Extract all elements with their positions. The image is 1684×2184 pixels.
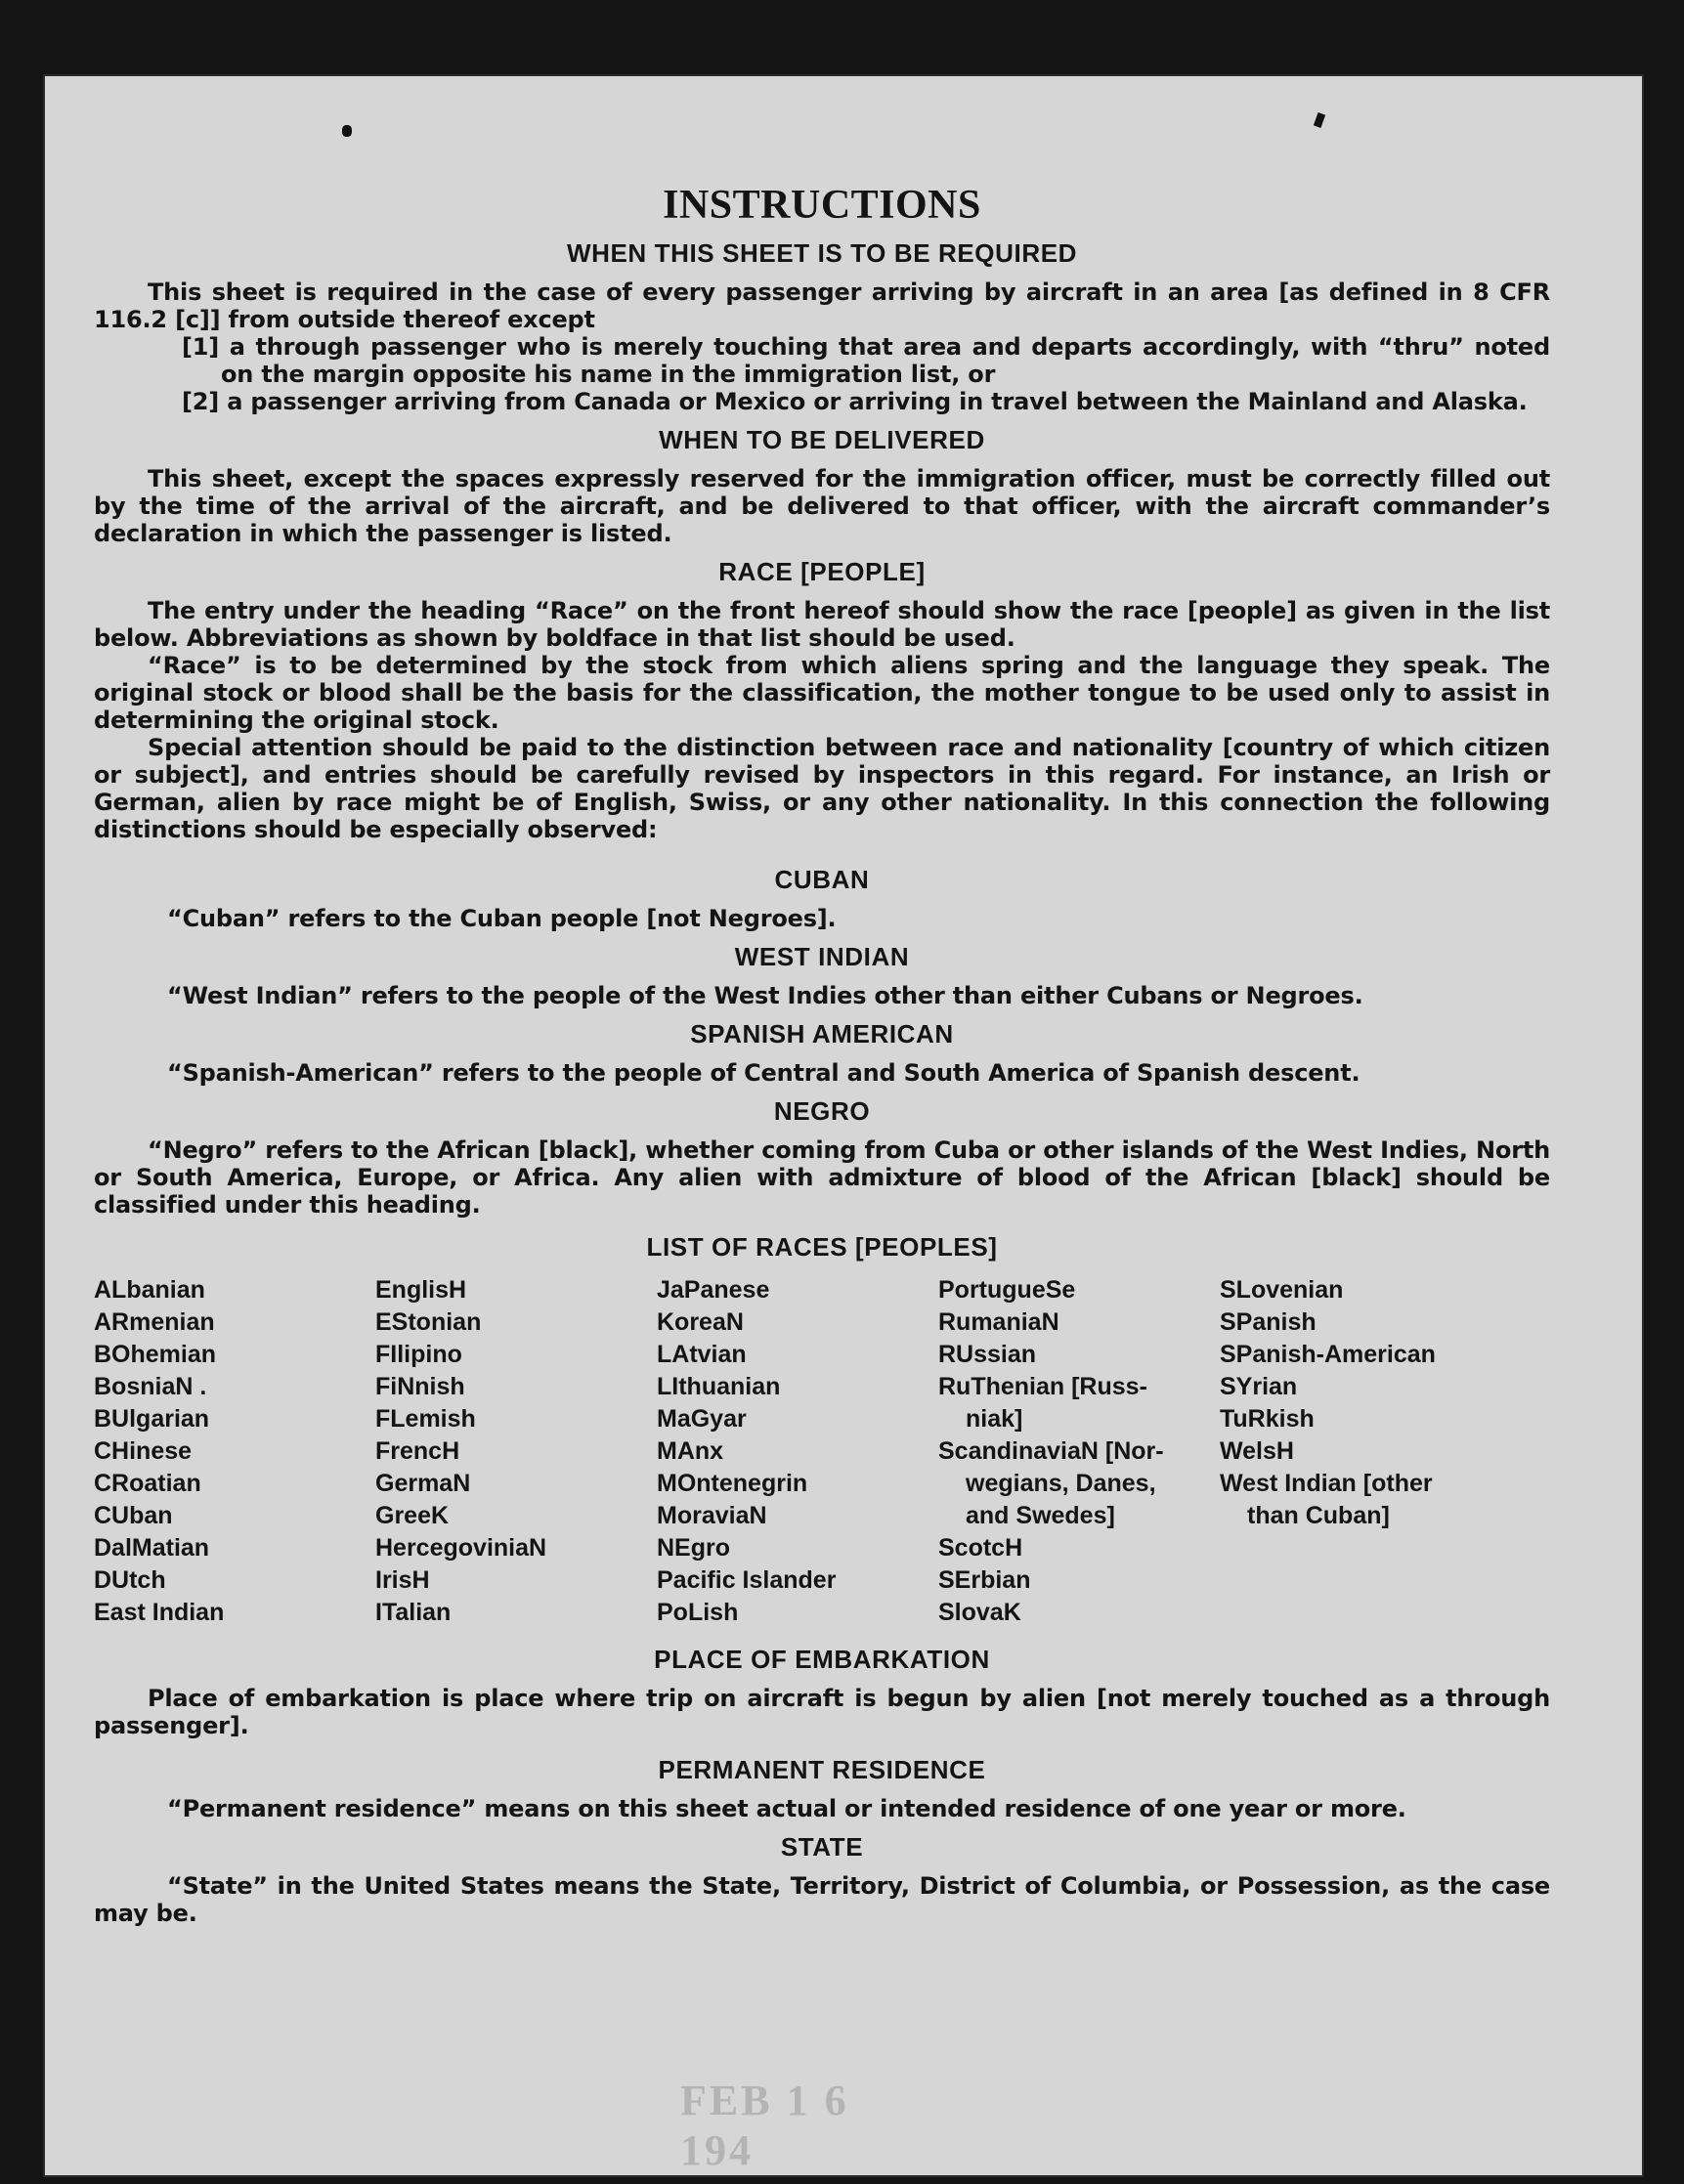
race-entry: BUlgarian <box>94 1405 210 1433</box>
section-heading-race: RACE [PEOPLE] <box>718 557 926 586</box>
date-stamp: FEB 1 6 194 <box>680 2077 849 2174</box>
cuban-definition: “Cuban” refers to the Cuban people [not Negroes]. <box>167 905 837 932</box>
race-entry: FLemish <box>375 1405 476 1433</box>
race-entry: PortugueSe <box>938 1276 1076 1304</box>
page-title: INSTRUCTIONS <box>663 183 981 228</box>
race-entry: EStonian <box>375 1308 482 1336</box>
race-paragraph-1: The entry under the heading “Race” on the front hereof should show the race [people] as given in the list below. Abbreviations as shown by boldface in that list should be used. <box>94 597 1550 652</box>
races-column-4 <box>938 1274 1220 1629</box>
race-entry: MoraviaN <box>657 1502 767 1529</box>
race-entry: LIthuanian <box>657 1373 781 1400</box>
race-entry: SYrian <box>1220 1373 1298 1400</box>
race-entry: WelsH <box>1220 1437 1294 1465</box>
race-entry: CUban <box>94 1502 173 1529</box>
race-entry: RUssian <box>938 1341 1037 1368</box>
race-entry: wegians, Danes, <box>966 1470 1156 1497</box>
race-entry: West Indian [other <box>1220 1470 1433 1497</box>
race-entry: NEgro <box>657 1534 730 1562</box>
race-entry: DalMatian <box>94 1534 210 1562</box>
race-entry: GreeK <box>375 1502 450 1529</box>
spanish-american-definition: “Spanish-American” refers to the people of Central and South America of Spanish descent. <box>167 1059 1360 1087</box>
section-heading-embarkation: PLACE OF EMBARKATION <box>654 1645 990 1674</box>
section-heading-west-indian: WEST INDIAN <box>734 942 910 971</box>
race-entry: niak] <box>966 1405 1023 1433</box>
race-entry: FrencH <box>375 1437 460 1465</box>
race-entry: DUtch <box>94 1566 166 1594</box>
race-entry: FiNnish <box>375 1373 465 1400</box>
race-entry: CRoatian <box>94 1470 201 1497</box>
embarkation-definition: Place of embarkation is place where trip on aircraft is begun by alien [not merely touched as a through passenger]. <box>94 1685 1550 1739</box>
race-entry: and Swedes] <box>966 1502 1115 1529</box>
race-entry: TuRkish <box>1220 1405 1315 1433</box>
residence-definition: “Permanent residence” means on this sheet actual or intended residence of one year or more. <box>167 1795 1406 1822</box>
delivered-paragraph: This sheet, except the spaces expressly reserved for the immigration officer, must be correctly filled out by the time of the arrival of the aircraft, and be delivered to that officer, with the aircraft commander’s declaration in which the passenger is listed. <box>94 465 1550 547</box>
races-column-2 <box>375 1274 657 1629</box>
state-definition: “State” in the United States means the State, Territory, District of Columbia, or Possession, as the case may be. <box>94 1872 1550 1927</box>
race-entry: ALbanian <box>94 1276 205 1304</box>
race-entry: EnglisH <box>375 1276 467 1304</box>
instructions-content <box>94 98 1550 1927</box>
race-entry: East Indian <box>94 1599 225 1626</box>
race-entry: KoreaN <box>657 1308 744 1336</box>
race-entry: than Cuban] <box>1247 1502 1390 1529</box>
race-entry: MOntenegrin <box>657 1470 808 1497</box>
race-entry: SlovaK <box>938 1599 1021 1626</box>
section-heading-residence: PERMANENT RESIDENCE <box>658 1755 986 1784</box>
race-entry: PoLish <box>657 1599 739 1626</box>
race-paragraph-2: “Race” is to be determined by the stock from which aliens spring and the language they speak. The original stock or blood shall be the basis for the classification, the mother tongue to be used only to assist in determining the original stock. <box>94 652 1550 734</box>
race-entry: BosniaN . <box>94 1373 207 1400</box>
races-column-1 <box>94 1274 375 1629</box>
section-heading-state: STATE <box>780 1832 864 1862</box>
race-entry: Pacific Islander <box>657 1566 837 1594</box>
races-column-5 <box>1220 1274 1513 1629</box>
required-paragraph: This sheet is required in the case of every passenger arriving by aircraft in an area [as defined in 8 CFR 116.2 [c]] from outside thereof except <box>94 278 1550 333</box>
race-entry: SPanish <box>1220 1308 1317 1336</box>
negro-definition: “Negro” refers to the African [black], whether coming from Cuba or other islands of the West Indies, North or South America, Europe, or Africa. Any alien with admixture of blood of the African [black] should be classified under this heading. <box>94 1136 1550 1219</box>
race-entry: MAnx <box>657 1437 724 1465</box>
race-entry: IrisH <box>375 1566 430 1594</box>
race-entry: JaPanese <box>657 1276 770 1304</box>
race-entry: SLovenian <box>1220 1276 1344 1304</box>
section-heading-cuban: CUBAN <box>774 865 870 894</box>
race-entry: ScandinaviaN [Nor- <box>938 1437 1164 1465</box>
section-heading-spanish-american: SPANISH AMERICAN <box>690 1019 954 1049</box>
races-column-3 <box>657 1274 938 1629</box>
race-entry: CHinese <box>94 1437 193 1465</box>
race-entry: ScotcH <box>938 1534 1023 1562</box>
race-entry: GermaN <box>375 1470 471 1497</box>
exception-item-2: [2] a passenger arriving from Canada or Mexico or arriving in travel between the Mainland and Alaska. <box>182 388 1528 415</box>
races-list <box>94 1274 1550 1629</box>
race-entry: SErbian <box>938 1566 1031 1594</box>
race-entry: LAtvian <box>657 1341 747 1368</box>
race-entry: ARmenian <box>94 1308 215 1336</box>
race-entry: RuThenian [Russ- <box>938 1373 1147 1400</box>
section-heading-negro: NEGRO <box>773 1096 871 1126</box>
race-entry: MaGyar <box>657 1405 747 1433</box>
race-paragraph-3: Special attention should be paid to the distinction between race and nationality [country of which citizen or subject], and entries should be carefully revised by inspectors in this regard. For instance, an Irish or German, alien by race might be of English, Swiss, or any other nationality. In this connection the following distinctions should be especially observed: <box>94 734 1550 843</box>
race-entry: BOhemian <box>94 1341 217 1368</box>
race-entry: ITalian <box>375 1599 452 1626</box>
west-indian-definition: “West Indian” refers to the people of the West Indies other than either Cubans or Negroes. <box>167 982 1363 1009</box>
race-entry: SPanish-American <box>1220 1341 1436 1368</box>
section-heading-races-list: LIST OF RACES [PEOPLES] <box>646 1232 998 1262</box>
exception-item-1: [1] a through passenger who is merely touching that area and departs accordingly, with “thru” noted on the margin opposite his name in the immigration list, or <box>182 333 1550 388</box>
race-entry: RumaniaN <box>938 1308 1059 1336</box>
section-heading-delivered: WHEN TO BE DELIVERED <box>659 425 985 454</box>
race-entry: FIlipino <box>375 1341 462 1368</box>
race-entry: HercegoviniaN <box>375 1534 547 1562</box>
section-heading-required: WHEN THIS SHEET IS TO BE REQUIRED <box>566 238 1078 268</box>
